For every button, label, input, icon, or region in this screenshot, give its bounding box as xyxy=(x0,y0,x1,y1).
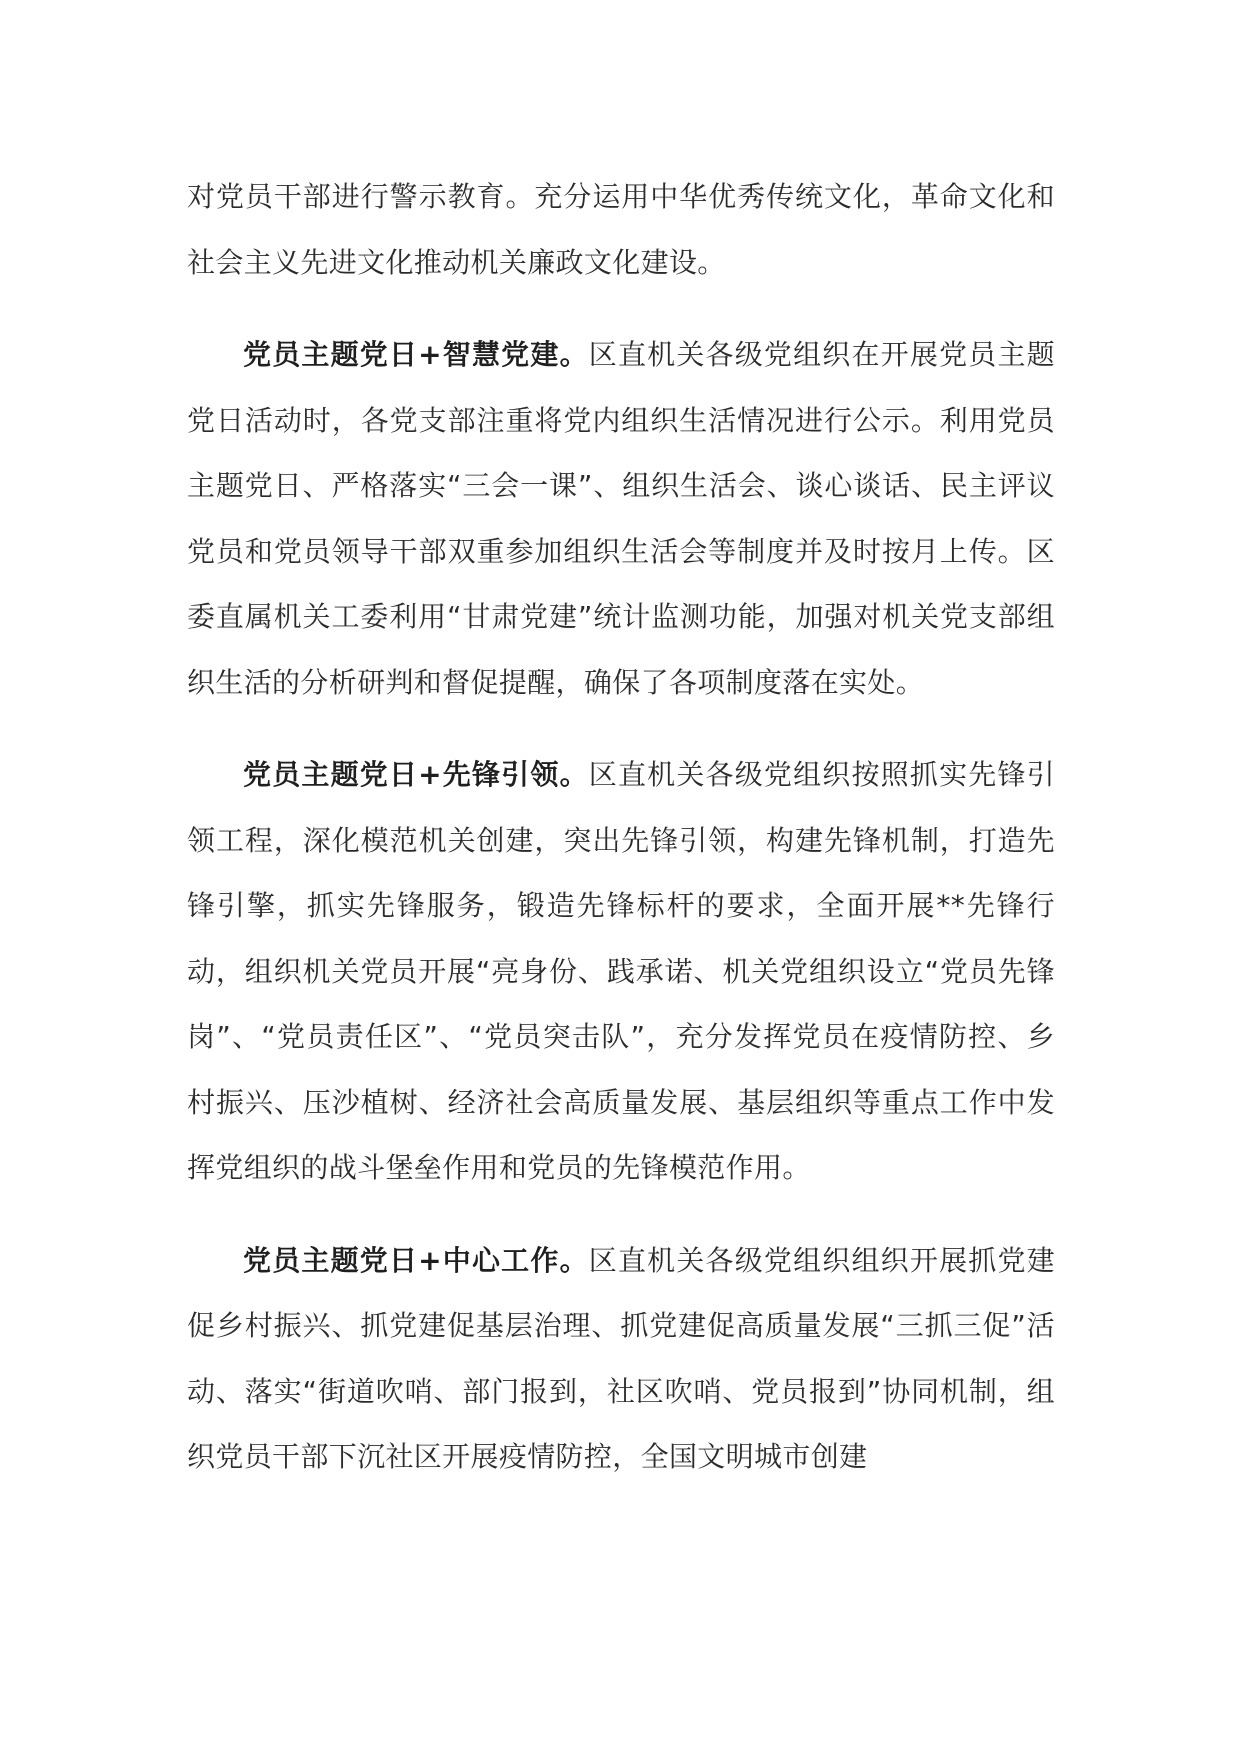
paragraph-vanguard-leadership xyxy=(187,742,1055,1201)
paragraph-text: 区直机关各级党组织在开展党员主题党日活动时，各党支部注重将党内组织生活情况进行公示。利用党员主题党日、严格落实“三会一课”、组织生活会、谈心谈话、民主评议党员和党员领导干部双重参加组织生活会等制度并及时按月上传。区委直属机关工委利用“甘肃党建”统计监测功能，加强对机关党支部组织生活的分析研判和督促提醒，确保了各项制度落在实处。 xyxy=(187,338,1055,699)
paragraph-text: 区直机关各级党组织按照抓实先锋引领工程，深化模范机关创建，突出先锋引领，构建先锋机制，打造先锋引擎，抓实先锋服务，锻造先锋标杆的要求，全面开展**先锋行动，组织机关党员开展“亮身份、践承诺、机关党组织设立“党员先锋岗”、“党员责任区”、“党员突击队”，充分发挥党员在疫情防控、乡村振兴、压沙植树、经济社会高质量发展、基层组织等重点工作中发挥党组织的战斗堡垒作用和党员的先锋模范作用。 xyxy=(187,758,1055,1184)
paragraph-heading: 党员主题党日+智慧党建。 xyxy=(243,338,589,371)
paragraph-heading: 党员主题党日+中心工作。 xyxy=(243,1243,589,1277)
paragraph-heading: 党员主题党日+先锋引领。 xyxy=(243,758,589,791)
paragraph-continued xyxy=(187,164,1055,295)
paragraph-text: 区直机关各级党组织组织开展抓党建促乡村振兴、抓党建促基层治理、抓党建促高质量发展“三抓三促”活动、落实“街道吹哨、部门报到，社区吹哨、党员报到”协同机制，组织党员干部下沉社区开展疫情防控，全国文明城市创建 xyxy=(187,1243,1055,1473)
paragraph-smart-party-building xyxy=(187,322,1055,715)
paragraph-text: 对党员干部进行警示教育。充分运用中华优秀传统文化，革命文化和社会主义先进文化推动机关廉政文化建设。 xyxy=(187,180,1055,279)
document-body xyxy=(187,164,1055,1490)
paragraph-central-work xyxy=(187,1228,1055,1490)
